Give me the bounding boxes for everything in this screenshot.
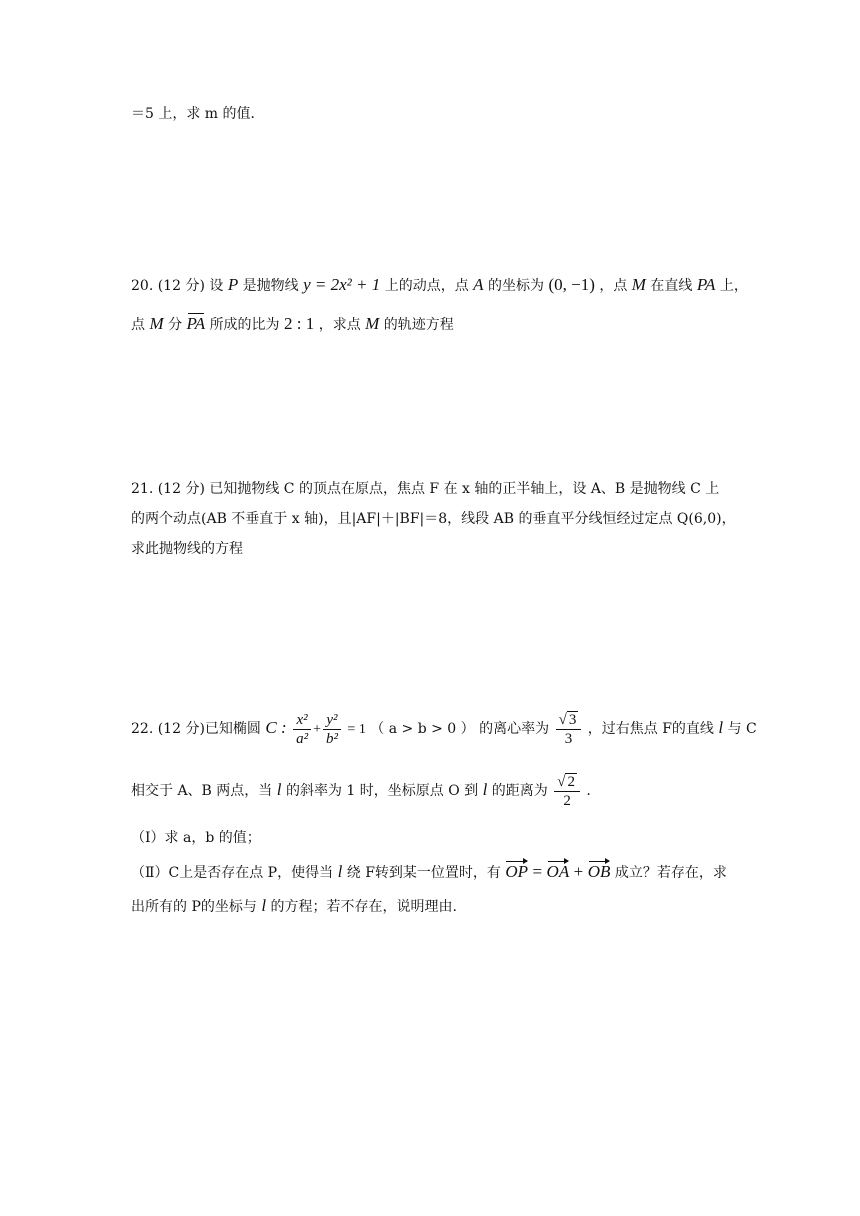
line-PA: PA bbox=[696, 275, 716, 294]
vector-OB: OB bbox=[587, 862, 611, 881]
text: 出所有的 P的坐标与 bbox=[131, 899, 257, 915]
vector-PA: PA bbox=[186, 314, 206, 333]
var-M: M bbox=[149, 314, 164, 333]
fraction-sqrt2-2: $\frac{√ 2}{2}$ bbox=[554, 773, 580, 810]
problem-22-question-1: （Ⅰ）求 a，b 的值； bbox=[131, 830, 261, 846]
text: 所成的比为 bbox=[209, 317, 280, 333]
text: ，求点 bbox=[318, 317, 361, 333]
var-P: P bbox=[227, 275, 239, 294]
denominator: a² bbox=[296, 730, 309, 747]
point-coordinate: (0, −1) bbox=[548, 275, 595, 294]
problem-20-head: 20. (12 分) 设 bbox=[131, 278, 224, 294]
problem-22-question-2-line-1: （Ⅱ）C上是否存在点 P，使得当 l 绕 F转到某一位置时，有 OP = OA + OB 成立？若存在，求 bbox=[131, 862, 727, 881]
text: 的坐标为 bbox=[488, 278, 544, 294]
parabola-equation: y = 2x² + 1 bbox=[303, 275, 381, 294]
text: ，过右焦点 F的直线 bbox=[587, 721, 714, 737]
text: 点 bbox=[131, 317, 145, 333]
radicand: 3 bbox=[568, 711, 577, 728]
text: 的方程；若不存在，说明理由. bbox=[270, 899, 457, 915]
fraction-sqrt3-3: $\frac{√ 3}{3}$ bbox=[556, 711, 582, 748]
text: 的斜率为 1 时，坐标原点 O 到 bbox=[285, 783, 479, 799]
text: ，点 bbox=[599, 278, 628, 294]
vector-OA: OA bbox=[546, 862, 570, 881]
text: 的轨迹方程 bbox=[383, 317, 454, 333]
text: 的离心率为 bbox=[479, 721, 550, 737]
text: 的距离为 bbox=[491, 783, 548, 799]
numerator: y² bbox=[323, 711, 340, 730]
text: 上， bbox=[719, 278, 748, 294]
condition: （ a > b > 0 ） bbox=[370, 721, 475, 737]
var-M: M bbox=[631, 275, 646, 294]
vector-OP: OP bbox=[505, 862, 529, 881]
problem-19-tail: ＝5 上，求 m 的值． bbox=[131, 106, 265, 122]
denominator: 3 bbox=[564, 730, 573, 747]
ellipse-name: C : bbox=[265, 718, 287, 737]
var-M: M bbox=[365, 314, 380, 333]
problem-22-line-1: 22. (12 分)已知椭圆 C : $\frac{\text{x²}}{\text{a²}}$ + $\frac{\text{y²}}{\text{b²}}$ = 1 （ a > b > 0 ） 的离心率为 $\frac{√ 3}{3}$ ，过右焦点 F的直线 l 与 C bbox=[131, 711, 757, 747]
text: . bbox=[586, 783, 591, 799]
text: 是抛物线 bbox=[242, 278, 299, 294]
text: 绕 F转到某一位置时，有 bbox=[346, 865, 501, 881]
radicand: 2 bbox=[567, 773, 575, 790]
line-l: l bbox=[276, 780, 282, 799]
fraction-x2-a2 bbox=[293, 711, 311, 748]
text: 上的动点，点 bbox=[384, 278, 469, 294]
problem-21-line-1: 21. (12 分) 已知抛物线 C 的顶点在原点，焦点 F 在 x 轴的正半轴上，设 A、B 是抛物线 C 上 bbox=[131, 481, 720, 497]
text: 分 bbox=[168, 317, 183, 333]
denominator: 2 bbox=[563, 792, 571, 809]
text: 在直线 bbox=[650, 278, 693, 294]
equals-one: = 1 bbox=[347, 722, 366, 737]
ratio: 2 : 1 bbox=[284, 314, 315, 333]
line-l: l bbox=[337, 862, 343, 881]
problem-20-line-2 bbox=[131, 314, 454, 335]
problem-22-question-2-line-2 bbox=[131, 896, 457, 917]
fraction-y2-b2 bbox=[323, 711, 341, 748]
numerator: x² bbox=[293, 711, 310, 730]
text: 相交于 A、B 两点，当 bbox=[131, 783, 273, 799]
denominator: b² bbox=[325, 730, 338, 747]
problem-21-line-3: 求此抛物线的方程 bbox=[131, 541, 243, 557]
text: （Ⅱ）C上是否存在点 P，使得当 bbox=[131, 865, 334, 881]
var-A: A bbox=[473, 275, 484, 294]
problem-22-head: 22. (12 分)已知椭圆 bbox=[131, 721, 261, 737]
text: 成立？若存在，求 bbox=[614, 865, 727, 881]
line-l: l bbox=[261, 896, 267, 915]
problem-21-line-2: 的两个动点(AB 不垂直于 x 轴)，且|AF|＋|BF|＝8，线段 AB 的垂直平分线恒经过定点 Q(6,0)， bbox=[131, 511, 736, 527]
line-l: l bbox=[482, 780, 488, 799]
problem-20-line-1 bbox=[131, 275, 748, 296]
text: 与 C bbox=[727, 721, 757, 737]
problem-22-line-2 bbox=[131, 770, 591, 811]
line-l: l bbox=[718, 718, 724, 737]
